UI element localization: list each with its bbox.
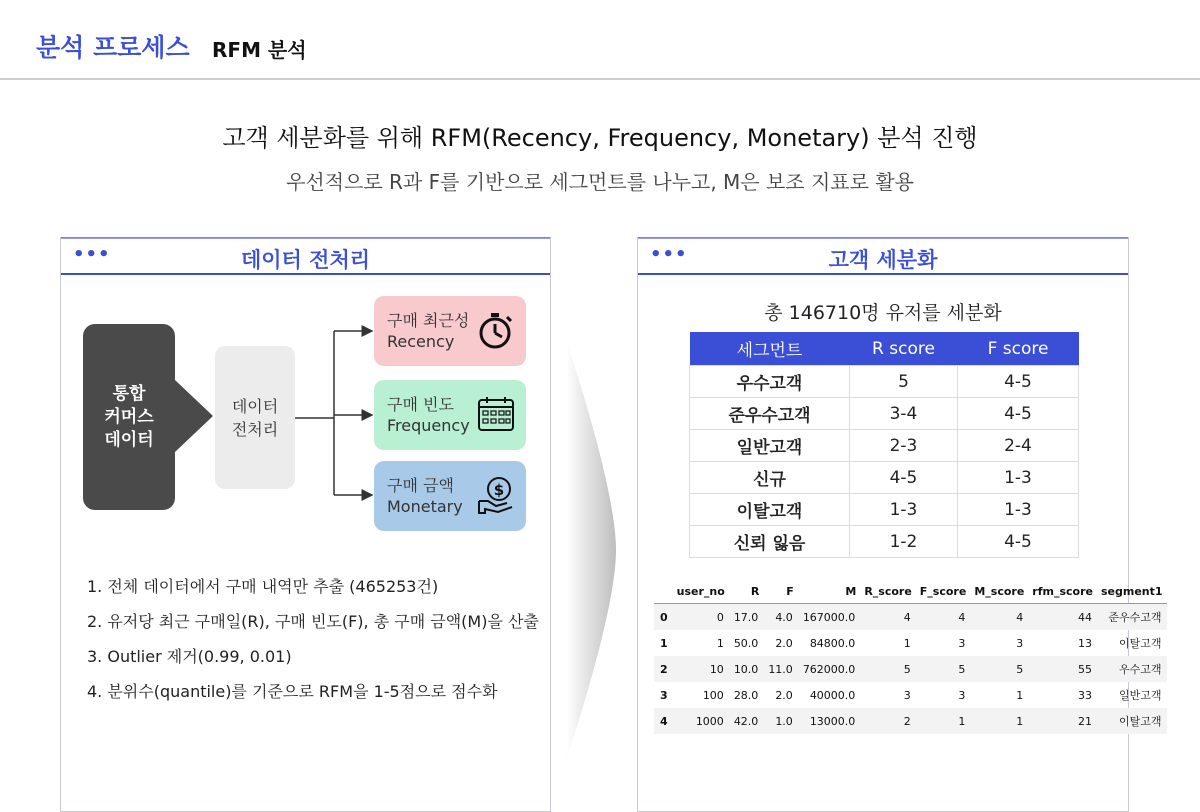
more-dots-icon: ••• <box>650 244 688 265</box>
step-item: 1. 전체 데이터에서 구매 내역만 추출 (465253건) <box>87 577 439 596</box>
df-cell: 13 <box>1077 636 1092 650</box>
table-row <box>654 682 1167 708</box>
subheadline: 우선적으로 R과 F를 기반으로 세그먼트를 나누고, M은 보조 지표로 활용 <box>286 170 914 194</box>
frequency-en: Frequency <box>387 416 470 435</box>
headline: 고객 세분화를 위해 RFM(Recency, Frequency, Monetary) 분석 진행 <box>222 124 978 152</box>
df-cell: 4 <box>860 604 915 631</box>
process-line: 데이터 <box>231 396 279 416</box>
df-cell: 44 <box>1028 604 1097 631</box>
df-header: R_score <box>864 584 912 598</box>
table-row <box>654 604 1167 631</box>
f-score: 4-5 <box>958 398 1079 430</box>
df-cell: 5 <box>916 656 971 682</box>
table-row <box>654 630 1167 656</box>
preprocessing-panel <box>60 237 551 812</box>
df-cell: 3 <box>958 636 966 650</box>
df-header: rfm_score <box>1032 584 1093 598</box>
total-users-text: 총 146710명 유저를 세분화 <box>764 302 1002 324</box>
segment-name: 이탈고객 <box>690 494 850 526</box>
connector-lines <box>61 238 381 538</box>
f-score: 1-3 <box>958 494 1079 526</box>
monetary-en: Monetary <box>387 497 463 516</box>
table-header: R score <box>850 332 958 366</box>
df-cell: 3 <box>958 688 966 702</box>
table-row <box>690 494 1079 526</box>
df-cell: 4 <box>916 604 971 631</box>
page-header <box>0 0 1200 80</box>
source-line: 통합 <box>112 383 146 404</box>
df-cell: 준우수고객 <box>1097 604 1167 631</box>
df-header: user_no <box>676 584 725 598</box>
row-index: 4 <box>654 708 673 734</box>
df-header: segment1 <box>1100 584 1163 598</box>
df-cell: 762000.0 <box>798 656 861 682</box>
df-cell: 33 <box>1077 688 1092 702</box>
recency-en: Recency <box>387 332 455 351</box>
r-score: 1-2 <box>850 526 958 558</box>
segmentation-panel <box>637 237 1163 812</box>
f-score: 1-3 <box>958 462 1079 494</box>
table-row <box>690 526 1079 558</box>
df-cell: 1000 <box>673 708 729 734</box>
df-cell: 5 <box>970 656 1028 682</box>
svg-text:$: $ <box>493 481 505 499</box>
df-cell: 1 <box>1016 688 1024 702</box>
df-cell: 1 <box>716 636 724 650</box>
panel-title: 데이터 전처리 <box>240 248 371 272</box>
f-score: 2-4 <box>958 430 1079 462</box>
r-score: 3-4 <box>850 398 958 430</box>
r-score: 4-5 <box>850 462 958 494</box>
df-header: M_score <box>974 584 1025 598</box>
df-cell: 이탈고객 <box>1119 637 1162 650</box>
df-cell: 42.0 <box>729 708 764 734</box>
df-cell: 1 <box>970 708 1028 734</box>
segment-rules-table <box>689 332 1079 558</box>
r-score: 1-3 <box>850 494 958 526</box>
monetary-box <box>374 461 526 531</box>
df-cell: 11.0 <box>763 656 798 682</box>
table-row <box>690 366 1079 398</box>
df-cell: 10 <box>673 656 729 682</box>
r-score: 5 <box>850 366 958 398</box>
df-cell: 1 <box>903 636 911 650</box>
row-index: 2 <box>654 656 673 682</box>
df-cell: 13000.0 <box>798 708 861 734</box>
table-row <box>690 430 1079 462</box>
df-cell: 17.0 <box>729 604 764 631</box>
section-title: 분석 프로세스 <box>36 33 190 62</box>
row-index: 3 <box>660 688 668 702</box>
table-header: F score <box>958 332 1079 366</box>
section-subtitle: RFM 분석 <box>212 38 307 62</box>
frequency-box <box>374 380 526 450</box>
df-cell: 3 <box>1016 636 1024 650</box>
panel-title: 고객 세분화 <box>828 248 938 272</box>
more-dots-icon: ••• <box>73 244 111 265</box>
process-line: 전처리 <box>231 419 279 439</box>
segment-name: 일반고객 <box>690 430 850 462</box>
df-cell: 5 <box>860 656 915 682</box>
panel-title-bar <box>638 238 1128 275</box>
table-row <box>654 708 1167 734</box>
dataframe-body <box>654 604 1167 735</box>
df-cell: 2.0 <box>775 636 793 650</box>
df-cell: 84800.0 <box>809 636 856 650</box>
r-score: 2-3 <box>850 430 958 462</box>
df-cell: 40000.0 <box>809 688 856 702</box>
f-score: 4-5 <box>958 366 1079 398</box>
df-header: F <box>786 584 794 598</box>
table-row <box>654 656 1167 682</box>
step-item: 2. 유저당 최근 구매일(R), 구매 빈도(F), 총 구매 금액(M)을 산출 <box>87 612 539 631</box>
df-cell: 28.0 <box>733 688 759 702</box>
dataframe-header-row <box>654 579 1167 604</box>
segment-name: 신규 <box>690 462 850 494</box>
frequency-ko: 구매 빈도 <box>387 395 454 414</box>
df-cell: 0 <box>673 604 729 631</box>
dataframe-preview <box>654 579 1167 734</box>
transition-arrow-icon <box>566 340 622 760</box>
table-row <box>690 398 1079 430</box>
df-header: M <box>845 584 857 598</box>
money-hand-icon <box>476 475 516 515</box>
segment-name: 준우수고객 <box>690 398 850 430</box>
df-cell: 55 <box>1028 656 1097 682</box>
recency-ko: 구매 최근성 <box>387 311 470 330</box>
f-score: 4-5 <box>958 526 1079 558</box>
df-cell: 4.0 <box>763 604 798 631</box>
table-row <box>690 462 1079 494</box>
df-cell: 1 <box>916 708 971 734</box>
table-header: 세그먼트 <box>690 332 850 366</box>
segment-name: 신뢰 잃음 <box>690 526 850 558</box>
df-header: R <box>750 584 760 598</box>
recency-box <box>374 296 526 366</box>
monetary-ko: 구매 금액 <box>387 476 454 495</box>
df-cell: 100 <box>702 688 724 702</box>
df-cell: 167000.0 <box>798 604 861 631</box>
df-cell: 이탈고객 <box>1097 708 1167 734</box>
source-line: 커머스 <box>104 406 154 427</box>
df-header <box>654 579 673 604</box>
stopwatch-icon <box>476 310 516 350</box>
row-index: 1 <box>660 636 668 650</box>
df-cell: 우수고객 <box>1097 656 1167 682</box>
calendar-icon <box>476 394 516 434</box>
df-cell: 4 <box>970 604 1028 631</box>
df-cell: 2 <box>860 708 915 734</box>
row-index: 0 <box>654 604 673 631</box>
df-cell: 일반고객 <box>1119 689 1162 702</box>
source-line: 데이터 <box>104 429 154 450</box>
df-header: F_score <box>919 584 967 598</box>
df-cell: 2.0 <box>775 688 793 702</box>
step-item: 3. Outlier 제거(0.99, 0.01) <box>87 647 292 666</box>
step-item: 4. 분위수(quantile)를 기준으로 RFM을 1-5점으로 점수화 <box>87 682 498 701</box>
df-cell: 21 <box>1028 708 1097 734</box>
df-cell: 1.0 <box>763 708 798 734</box>
df-cell: 10.0 <box>729 656 764 682</box>
segment-name: 우수고객 <box>690 366 850 398</box>
df-cell: 50.0 <box>733 636 759 650</box>
df-cell: 3 <box>903 688 911 702</box>
preprocessing-steps <box>87 574 539 714</box>
